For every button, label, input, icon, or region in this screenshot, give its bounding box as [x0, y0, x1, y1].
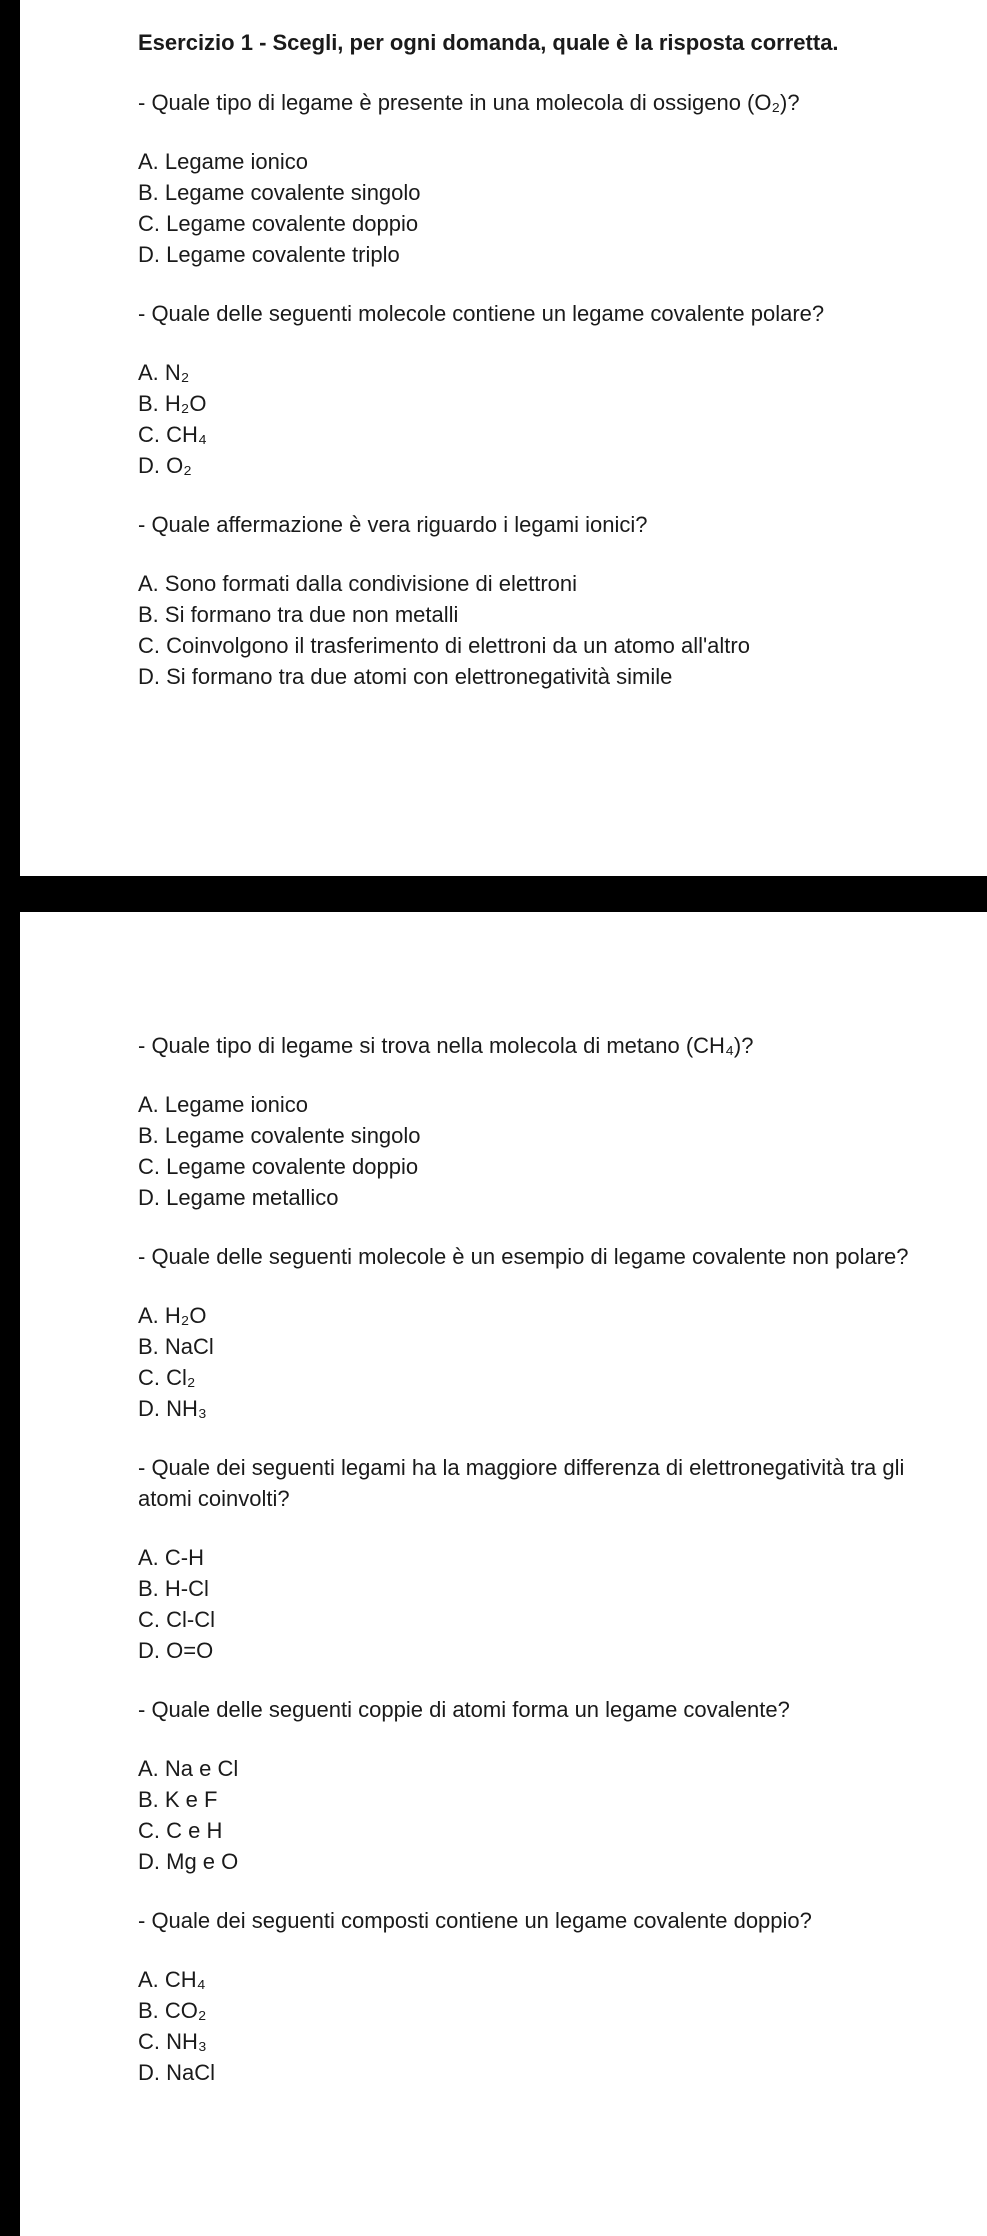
options-list: [138, 1753, 918, 1877]
option-a: A. Na e Cl: [138, 1756, 239, 1781]
option-c: C. Legame covalente doppio: [138, 211, 419, 236]
page-2-content: [138, 1030, 918, 2116]
option-d: D. O=O: [138, 1638, 214, 1663]
question-text: - Quale tipo di legame è presente in una molecola di ossigeno (O₂)?: [138, 90, 800, 115]
option-d: D. Si formano tra due atomi con elettronegatività simile: [138, 664, 673, 689]
option-b: B. CO₂: [138, 1998, 207, 2023]
option-c: C. Legame covalente doppio: [138, 1154, 419, 1179]
option-b: B. Legame covalente singolo: [138, 180, 421, 205]
option-d: D. O₂: [138, 453, 192, 478]
question-text: - Quale affermazione è vera riguardo i legami ionici?: [138, 512, 648, 537]
exercise-title: Esercizio 1 - Scegli, per ogni domanda, quale è la risposta corretta.: [138, 30, 839, 55]
question-text: - Quale delle seguenti molecole contiene un legame covalente polare?: [138, 301, 825, 326]
page-1-content: [138, 27, 918, 720]
option-c: C. Cl₂: [138, 1365, 196, 1390]
option-c: C. Cl-Cl: [138, 1607, 215, 1632]
option-a: A. Legame ionico: [138, 1092, 308, 1117]
question-text: - Quale dei seguenti composti contiene un legame covalente doppio?: [138, 1908, 812, 1933]
option-c: C. Coinvolgono il trasferimento di elettroni da un atomo all'altro: [138, 633, 750, 658]
option-b: B. NaCl: [138, 1334, 214, 1359]
options-list: [138, 357, 918, 481]
options-list: [138, 1964, 918, 2088]
options-list: [138, 1300, 918, 1424]
question-text: - Quale dei seguenti legami ha la maggiore differenza di elettronegatività tra gli atomi coinvolti?: [138, 1455, 905, 1511]
option-a: A. Sono formati dalla condivisione di elettroni: [138, 571, 578, 596]
option-c: C. C e H: [138, 1818, 223, 1843]
option-d: D. NaCl: [138, 2060, 216, 2085]
option-b: B. K e F: [138, 1787, 218, 1812]
page-1: [20, 0, 987, 876]
options-list: [138, 146, 918, 270]
option-d: D. Mg e O: [138, 1849, 239, 1874]
option-b: B. H₂O: [138, 391, 207, 416]
question-text: - Quale delle seguenti coppie di atomi forma un legame covalente?: [138, 1697, 790, 1722]
option-a: A. N₂: [138, 360, 190, 385]
option-d: D. Legame covalente triplo: [138, 242, 400, 267]
question-text: - Quale delle seguenti molecole è un esempio di legame covalente non polare?: [138, 1244, 909, 1269]
options-list: [138, 568, 918, 692]
option-b: B. Legame covalente singolo: [138, 1123, 421, 1148]
page-2: [20, 912, 987, 2236]
option-d: D. NH₃: [138, 1396, 207, 1421]
option-b: B. Si formano tra due non metalli: [138, 602, 459, 627]
option-d: D. Legame metallico: [138, 1185, 339, 1210]
option-a: A. Legame ionico: [138, 149, 308, 174]
option-c: C. CH₄: [138, 422, 207, 447]
options-list: [138, 1089, 918, 1213]
options-list: [138, 1542, 918, 1666]
option-a: A. CH₄: [138, 1967, 206, 1992]
option-a: A. H₂O: [138, 1303, 207, 1328]
option-b: B. H-Cl: [138, 1576, 209, 1601]
question-text: - Quale tipo di legame si trova nella molecola di metano (CH₄)?: [138, 1033, 754, 1058]
option-a: A. C-H: [138, 1545, 204, 1570]
option-c: C. NH₃: [138, 2029, 207, 2054]
